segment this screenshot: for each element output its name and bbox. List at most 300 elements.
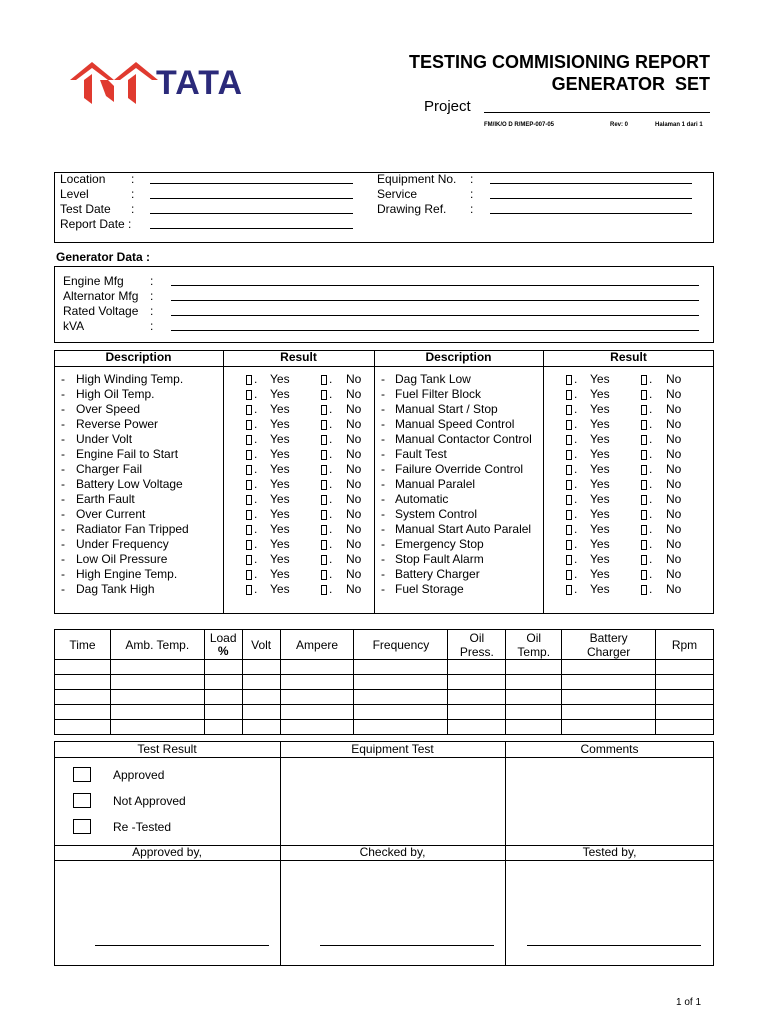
checklist-item: Reverse Power [76,417,159,431]
checklist-item: High Engine Temp. [76,567,178,581]
result-dot: . [574,417,578,431]
checklist-item: Fuel Storage [395,582,464,596]
checklist-item: Stop Fault Alarm [395,552,484,566]
yes-label: Yes [590,387,610,401]
yes-checkbox[interactable] [566,465,572,475]
no-label: No [666,522,682,536]
not-approved-label: Not Approved [113,794,186,808]
result-dot: . [649,387,653,401]
yes-label: Yes [270,522,290,536]
result-dot: . [574,477,578,491]
yes-checkbox[interactable] [566,405,572,415]
yes-checkbox[interactable] [566,555,572,565]
approved-by-header: Approved by, [132,845,202,859]
yes-checkbox[interactable] [246,390,252,400]
no-label: No [346,417,362,431]
yes-checkbox[interactable] [566,585,572,595]
no-checkbox[interactable] [321,375,327,385]
brand-name: TATA [156,64,244,102]
generator-field-label: kVA [63,319,85,333]
no-label: No [346,432,362,446]
result-dot: . [574,507,578,521]
result-dot: . [254,537,258,551]
info-colon: : [470,172,474,186]
no-checkbox[interactable] [641,510,647,520]
checklist-dash: - [381,372,385,386]
checklist-dash: - [381,417,385,431]
result-dot: . [254,552,258,566]
comments-header: Comments [580,742,639,756]
no-label: No [346,492,362,506]
readings-row[interactable] [55,690,714,705]
info-colon: : [470,187,474,201]
yes-checkbox[interactable] [246,570,252,580]
doc-page: Halaman 1 dari 1 [655,122,703,128]
result-dot: . [649,567,653,581]
no-checkbox[interactable] [321,525,327,535]
no-label: No [346,522,362,536]
checklist-dash: - [381,552,385,566]
info-label-left: Level [60,187,89,201]
checklist-header-result-2: Result [610,350,647,364]
yes-label: Yes [590,552,610,566]
yes-label: Yes [590,492,610,506]
result-dot: . [574,462,578,476]
checklist-item: Manual Paralel [395,477,476,491]
project-field[interactable] [484,112,710,113]
checklist-col-divider-1 [223,350,224,614]
footer-page-number: 1 of 1 [676,997,702,1008]
no-checkbox[interactable] [321,390,327,400]
yes-checkbox[interactable] [246,465,252,475]
result-dot: . [649,582,653,596]
readings-header-rpm: Rpm [656,630,714,660]
checklist-item: Radiator Fan Tripped [76,522,189,536]
re-tested-checkbox[interactable] [73,819,91,834]
no-label: No [666,477,682,491]
yes-checkbox[interactable] [566,495,572,505]
result-dot: . [254,432,258,446]
yes-checkbox[interactable] [566,450,572,460]
no-checkbox[interactable] [641,465,647,475]
info-label-right: Drawing Ref. [377,202,447,216]
checklist-dash: - [381,387,385,401]
checklist-dash: - [381,432,385,446]
checklist-dash: - [381,477,385,491]
checklist-dash: - [61,537,65,551]
info-colon: : [131,202,135,216]
checklist-header-divider [54,366,714,367]
checklist-dash: - [381,522,385,536]
readings-row[interactable] [55,675,714,690]
checklist-dash: - [381,507,385,521]
checklist-header-desc-1: Description [105,350,172,364]
no-checkbox[interactable] [641,420,647,430]
result-dot: . [574,402,578,416]
checklist-dash: - [381,567,385,581]
yes-label: Yes [590,567,610,581]
readings-header-amb-temp: Amb. Temp. [110,630,204,660]
readings-header-battery-charger: Battery Charger [562,630,656,660]
yes-label: Yes [270,387,290,401]
result-dot: . [649,537,653,551]
result-dot: . [649,552,653,566]
yes-label: Yes [590,522,610,536]
yes-label: Yes [590,402,610,416]
no-checkbox[interactable] [321,465,327,475]
yes-checkbox[interactable] [566,420,572,430]
result-dot: . [574,537,578,551]
info-field-left[interactable] [150,198,353,199]
info-field-right[interactable] [490,198,692,199]
info-field-left[interactable] [150,228,353,229]
result-dot: . [649,477,653,491]
generator-colon: : [150,274,154,288]
info-label-left: Report Date : [60,217,132,231]
checklist-dash: - [61,522,65,536]
checklist-dash: - [61,387,65,401]
readings-header-ampere: Ampere [280,630,354,660]
checked-by-header: Checked by, [359,845,426,859]
yes-label: Yes [270,507,290,521]
yes-checkbox[interactable] [246,540,252,550]
checklist-item: Manual Contactor Control [395,432,532,446]
tested-by-header: Tested by, [582,845,637,859]
checklist-item: Automatic [395,492,449,506]
checklist-item: Failure Override Control [395,462,524,476]
checklist-item: Manual Start / Stop [395,402,498,416]
result-dot: . [329,477,333,491]
yes-label: Yes [270,402,290,416]
not-approved-checkbox[interactable] [73,793,91,808]
result-dot: . [329,582,333,596]
yes-checkbox[interactable] [246,585,252,595]
readings-row[interactable] [55,720,714,735]
generator-field-label: Rated Voltage [63,304,139,318]
result-dot: . [329,417,333,431]
sign-header-bottom [54,860,714,861]
no-label: No [346,402,362,416]
yes-checkbox[interactable] [246,495,252,505]
no-checkbox[interactable] [321,480,327,490]
result-dot: . [649,507,653,521]
info-field-right[interactable] [490,183,692,184]
no-label: No [346,582,362,596]
readings-header-load [204,630,242,660]
yes-label: Yes [270,432,290,446]
checklist-item: Engine Fail to Start [76,447,179,461]
result-dot: . [649,447,653,461]
no-label: No [666,567,682,581]
result-dot: . [649,462,653,476]
checklist-dash: - [381,492,385,506]
yes-label: Yes [590,537,610,551]
result-dot: . [254,582,258,596]
yes-label: Yes [270,372,290,386]
readings-header-time: Time [55,630,111,660]
yes-checkbox[interactable] [566,375,572,385]
checklist-item: Over Current [76,507,146,521]
result-dot: . [574,582,578,596]
yes-label: Yes [590,477,610,491]
result-dot: . [329,567,333,581]
result-dot: . [329,402,333,416]
no-checkbox[interactable] [321,570,327,580]
info-label-left: Test Date [60,202,111,216]
approved-label: Approved [113,768,165,782]
checklist-item: Battery Charger [395,567,480,581]
no-checkbox[interactable] [321,405,327,415]
checklist-col-divider-3 [543,350,544,614]
result-dot: . [649,372,653,386]
no-checkbox[interactable] [321,555,327,565]
checklist-item: Manual Start Auto Paralel [395,522,532,536]
no-checkbox[interactable] [321,450,327,460]
no-label: No [346,552,362,566]
generator-colon: : [150,319,154,333]
result-dot: . [254,477,258,491]
result-dot: . [649,522,653,536]
yes-label: Yes [270,492,290,506]
yes-label: Yes [270,477,290,491]
checklist-dash: - [381,447,385,461]
no-label: No [346,507,362,521]
no-label: No [666,552,682,566]
checklist-item: Under Frequency [76,537,169,551]
yes-checkbox[interactable] [246,510,252,520]
result-dot: . [574,567,578,581]
yes-label: Yes [270,537,290,551]
report-title: TESTING COMMISIONING REPORT [408,52,710,72]
yes-checkbox[interactable] [246,555,252,565]
yes-checkbox[interactable] [246,375,252,385]
no-checkbox[interactable] [321,435,327,445]
no-label: No [666,447,682,461]
no-checkbox[interactable] [641,375,647,385]
checklist-dash: - [61,432,65,446]
result-dot: . [574,552,578,566]
yes-checkbox[interactable] [566,510,572,520]
readings-header-oil-press: Oil Press. [448,630,506,660]
generator-field-line[interactable] [171,315,699,316]
yes-checkbox[interactable] [566,435,572,445]
result-dot: . [574,387,578,401]
readings-row[interactable] [55,705,714,720]
no-checkbox[interactable] [641,585,647,595]
yes-checkbox[interactable] [566,540,572,550]
checklist-dash: - [381,582,385,596]
info-label-right: Service [377,187,418,201]
checklist-dash: - [61,447,65,461]
result-dot: . [574,522,578,536]
generator-field-label: Engine Mfg [63,274,124,288]
result-dot: . [329,372,333,386]
checklist-item: Emergency Stop [395,537,484,551]
info-colon: : [131,172,135,186]
yes-label: Yes [270,582,290,596]
result-dot: . [329,537,333,551]
no-label: No [346,567,362,581]
checklist-dash: - [61,552,65,566]
no-label: No [346,537,362,551]
result-dot: . [254,417,258,431]
result-dot: . [649,432,653,446]
result-dot: . [329,492,333,506]
report-subtitle: GENERATOR SET [551,74,710,94]
tested-by-signature-line[interactable] [527,945,701,946]
yes-label: Yes [590,582,610,596]
result-dot: . [649,402,653,416]
readings-header-oil-temp: Oil Temp. [506,630,562,660]
checklist-col-divider-2 [374,350,375,614]
no-label: No [666,372,682,386]
result-dot: . [254,387,258,401]
no-checkbox[interactable] [641,450,647,460]
result-dot: . [574,447,578,461]
result-dot: . [254,567,258,581]
no-checkbox[interactable] [641,555,647,565]
yes-checkbox[interactable] [246,405,252,415]
generator-field-line[interactable] [171,330,699,331]
result-dot: . [329,432,333,446]
no-label: No [666,537,682,551]
readings-header-volt: Volt [242,630,280,660]
checklist-header-desc-2: Description [425,350,492,364]
yes-checkbox[interactable] [246,435,252,445]
checklist-item: Battery Low Voltage [76,477,183,491]
readings-row[interactable] [55,660,714,675]
no-checkbox[interactable] [321,495,327,505]
no-label: No [666,417,682,431]
no-label: No [666,462,682,476]
no-checkbox[interactable] [641,435,647,445]
checklist-item: Dag Tank Low [395,372,471,386]
readings-table [54,629,714,735]
no-checkbox[interactable] [321,510,327,520]
no-checkbox[interactable] [641,405,647,415]
yes-label: Yes [590,447,610,461]
generator-field-line[interactable] [171,285,699,286]
doc-rev: Rev: 0 [610,122,629,128]
generator-field-line[interactable] [171,300,699,301]
checklist-item: Charger Fail [76,462,143,476]
approved-by-signature-line[interactable] [95,945,269,946]
checklist-item: High Oil Temp. [76,387,155,401]
yes-checkbox[interactable] [246,450,252,460]
info-label-right: Equipment No. [377,172,457,186]
yes-checkbox[interactable] [566,390,572,400]
result-dot: . [574,492,578,506]
project-label: Project [424,98,471,115]
result-dot: . [574,432,578,446]
yes-checkbox[interactable] [566,480,572,490]
info-field-left[interactable] [150,213,353,214]
generator-colon: : [150,289,154,303]
tata-logo-icon [70,58,160,108]
checklist-item: High Winding Temp. [76,372,184,386]
result-dot: . [254,372,258,386]
info-label-left: Location [60,172,106,186]
info-field-right[interactable] [490,213,692,214]
yes-label: Yes [270,417,290,431]
no-checkbox[interactable] [641,540,647,550]
checklist-dash: - [61,477,65,491]
result-dot: . [649,417,653,431]
checked-by-signature-line[interactable] [320,945,494,946]
no-checkbox[interactable] [321,420,327,430]
no-checkbox[interactable] [641,570,647,580]
yes-label: Yes [270,447,290,461]
no-checkbox[interactable] [321,540,327,550]
yes-checkbox[interactable] [246,480,252,490]
checklist-dash: - [61,492,65,506]
yes-checkbox[interactable] [566,570,572,580]
yes-label: Yes [270,462,290,476]
checklist-item: Fuel Filter Block [395,387,482,401]
no-checkbox[interactable] [641,480,647,490]
checklist-dash: - [61,507,65,521]
checklist-dash: - [61,402,65,416]
no-checkbox[interactable] [321,585,327,595]
logo [70,58,270,108]
yes-checkbox[interactable] [246,420,252,430]
no-label: No [666,507,682,521]
result-header-divider [54,757,714,758]
checklist-dash: - [61,582,65,596]
generator-colon: : [150,304,154,318]
result-dot: . [254,522,258,536]
readings-header-load-top: Load [209,630,237,645]
no-label: No [346,372,362,386]
checklist-dash: - [381,537,385,551]
checklist-item: Low Oil Pressure [76,552,168,566]
info-colon: : [131,187,135,201]
yes-label: Yes [590,462,610,476]
result-dot: . [649,492,653,506]
no-checkbox[interactable] [641,495,647,505]
result-dot: . [329,462,333,476]
info-field-left[interactable] [150,183,353,184]
info-colon: : [470,202,474,216]
checklist-dash: - [61,567,65,581]
no-checkbox[interactable] [641,525,647,535]
result-dot: . [329,552,333,566]
no-label: No [666,387,682,401]
result-dot: . [254,492,258,506]
result-dot: . [329,447,333,461]
checklist-item: Manual Speed Control [395,417,515,431]
checklist-item: Dag Tank High [76,582,155,596]
yes-checkbox[interactable] [246,525,252,535]
result-dot: . [254,462,258,476]
yes-checkbox[interactable] [566,525,572,535]
no-label: No [666,432,682,446]
checklist-dash: - [61,462,65,476]
result-dot: . [329,387,333,401]
result-dot: . [254,447,258,461]
yes-label: Yes [270,567,290,581]
result-dot: . [329,507,333,521]
yes-label: Yes [590,507,610,521]
checklist-dash: - [61,417,65,431]
approved-checkbox[interactable] [73,767,91,782]
checklist-dash: - [381,402,385,416]
yes-label: Yes [590,372,610,386]
no-checkbox[interactable] [641,390,647,400]
readings-header-load-unit: % [217,643,229,658]
yes-label: Yes [590,432,610,446]
no-label: No [346,387,362,401]
